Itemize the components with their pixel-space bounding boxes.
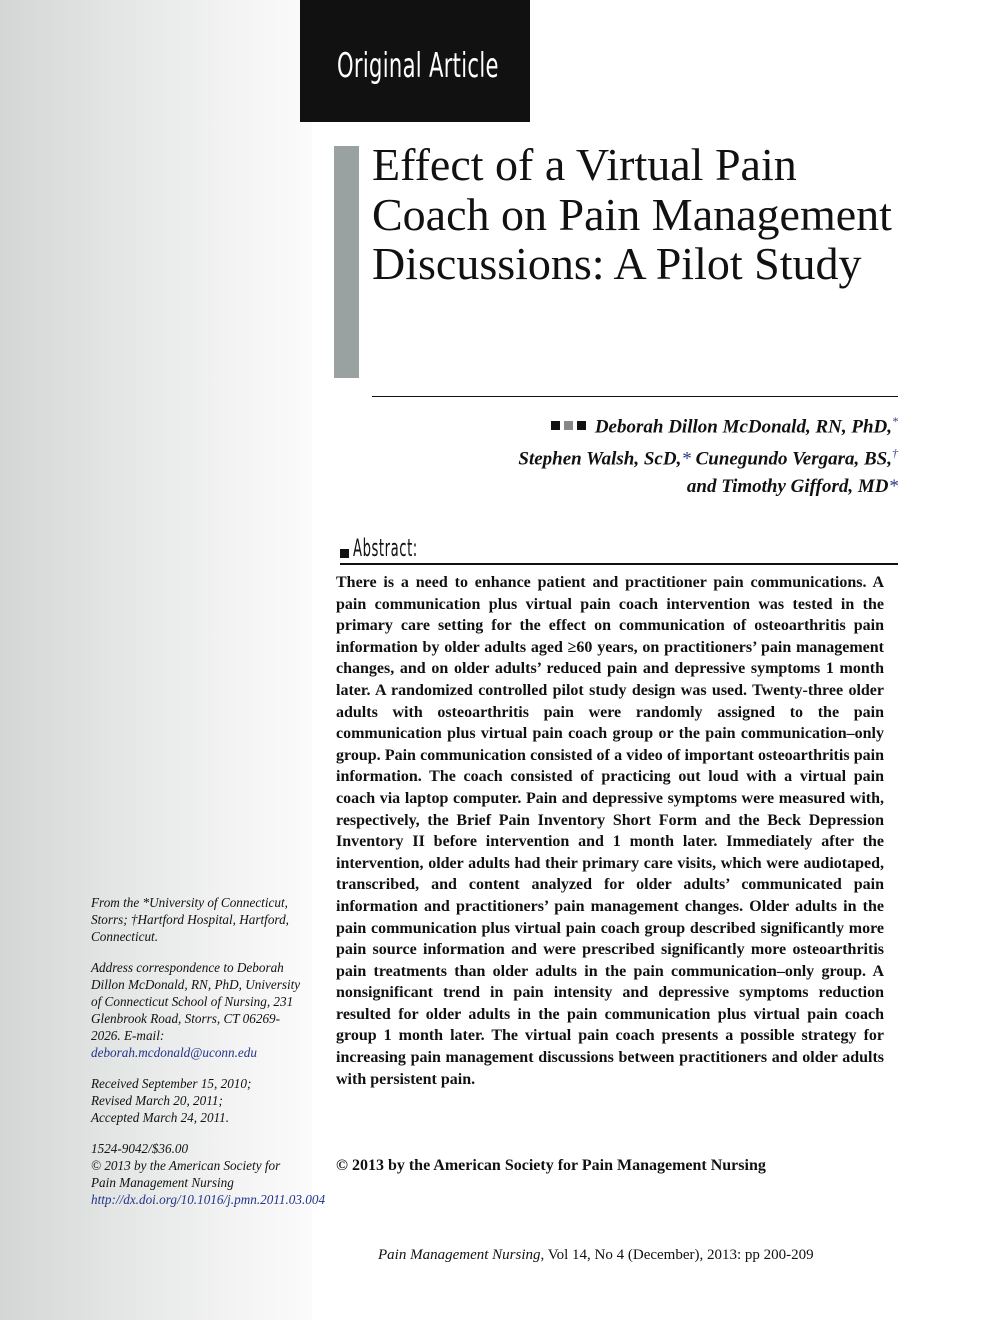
author-name: Deborah Dillon McDonald, RN, PhD,: [594, 416, 892, 438]
abstract-copyright: © 2013 by the American Society for Pain Management Nursing: [336, 1157, 766, 1174]
journal-name: Pain Management Nursing: [378, 1247, 541, 1263]
author-name: Cunegundo Vergara, BS,: [695, 448, 892, 470]
abstract-rule: [340, 563, 898, 565]
bullet-square: [551, 421, 560, 430]
article-title: Effect of a Virtual Pain Coach on Pain Management Discussions: A Pilot Study: [372, 139, 892, 289]
bullet-square: [340, 549, 349, 558]
journal-citation: [378, 1247, 814, 1264]
accepted-date: Accepted March 24, 2011.: [91, 1110, 230, 1125]
correspondence-note: [91, 959, 306, 1061]
doi-link[interactable]: http://dx.doi.org/10.1016/j.pmn.2011.03.004: [91, 1192, 326, 1207]
author-affiliation-mark[interactable]: *: [888, 475, 898, 497]
copyright-note: © 2013 by the American Society for Pain Management Nursing: [91, 1158, 281, 1190]
publication-note: [91, 1140, 326, 1208]
citation-details: , Vol 14, No 4 (December), 2013: pp 200-209: [540, 1247, 814, 1263]
revised-date: Revised March 20, 2011;: [91, 1093, 223, 1108]
received-date: Received September 15, 2010;: [91, 1076, 252, 1091]
author-affiliation-mark[interactable]: *: [681, 448, 691, 470]
abstract-body: There is a need to enhance patient and practitioner pain communications. A pain communication plus virtual pain coach intervention was tested in the primary care setting for the effect on communication of osteoarthritis pain information by older adults aged ≥60 years, on practitioners’ pain management changes, and on older adults’ reduced pain and depressive symptoms 1 month later. A randomized controlled pilot study design was used. Twenty-three older adults with osteoarthritis pain were randomly assigned to the pain communication plus virtual pain coach group or the pain communication–only group. Pain communication consisted of a video of important osteoarthritis pain information. The coach consisted of practicing out loud with a virtual pain coach via laptop computer. Pain and depressive symptoms were measured with, respectively, the Brief Pain Inventory Short Form and the Beck Depression Inventory II before intervention and 1 month later. Immediately after the intervention, older adults had their primary care visits, which were audiotaped, transcribed, and content analyzed for older adults’ communicated pain information and practitioners’ pain management changes. Older adults in the pain communication plus virtual pain coach group described significantly more pain source information and were prescribed significantly more osteoarthritis pain treatments than older adults in the pain communication–only group. A nonsignificant trend in pain intensity and depressive symptoms reduction resulted for older adults in the pain communication plus virtual pain coach group 1 month later. The virtual pain coach presents a possible strategy for increasing pain management discussions between practitioners and older adults with persistent pain.: [336, 574, 884, 1088]
history-note: [91, 1075, 306, 1126]
title-accent-bar: [334, 146, 359, 378]
bullet-square: [577, 421, 586, 430]
article-type-label: Original Article: [337, 46, 499, 86]
author-name: and Timothy Gifford, MD: [686, 475, 889, 497]
author-name: Stephen Walsh, ScD,: [518, 448, 682, 470]
correspondence-text: Address correspondence to Deborah Dillon McDonald, RN, PhD, University of Connecticut School of Nursing, 231 Glenbrook Road, Storrs, CT 06269-2026. E-mail:: [91, 960, 301, 1043]
email-link[interactable]: deborah.mcdonald@uconn.edu: [91, 1045, 257, 1060]
author-affiliation-mark[interactable]: †: [892, 446, 898, 461]
bullet-square: [564, 421, 573, 430]
title-rule: [372, 396, 898, 397]
article-notes: [91, 894, 326, 1222]
abstract-heading-label: Abstract:: [353, 534, 418, 562]
issn-price: 1524-9042/$36.00: [91, 1141, 189, 1156]
affiliation-note: From the *University of Connecticut, Storrs; †Hartford Hospital, Hartford, Connecticut.: [91, 895, 289, 944]
author-affiliation-mark[interactable]: *: [892, 414, 898, 428]
author-list: [338, 408, 898, 500]
